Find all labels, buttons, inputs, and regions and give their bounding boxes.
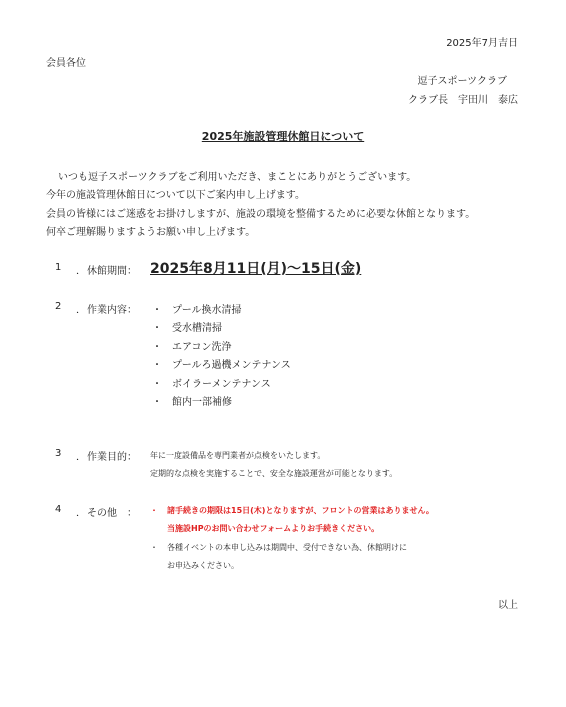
section-label: 作業内容： xyxy=(87,305,137,316)
work-item: 受水槽清掃 xyxy=(172,323,222,334)
work-item: プールろ過機メンテナンス xyxy=(172,360,291,371)
sender: クラブ長 宇田川 泰広 xyxy=(408,95,518,106)
bullet: ・ xyxy=(152,397,162,408)
bullet: ・ xyxy=(150,506,158,515)
section-number: 3 xyxy=(55,448,62,459)
section-dot: ． xyxy=(76,452,86,463)
bullet: ・ xyxy=(152,379,162,390)
important-notice: 当施設HPのお問い合わせフォームよりお手続きください。 xyxy=(167,524,380,533)
purpose-line: 定期的な点検を実施することで、安全な施設運営が可能となります。 xyxy=(150,469,398,478)
event-note: 各種イベントの本申し込みは期間中、受付できない為、休館明けに xyxy=(167,543,407,552)
intro-line: 会員の皆様にはご迷惑をお掛けしますが、施設の環境を整備するために必要な休館となります。 xyxy=(46,209,476,220)
event-note: お申込みください。 xyxy=(167,561,239,570)
intro-line: 何卒ご理解賜りますようお願い申し上げます。 xyxy=(46,227,256,238)
section-label: その他 ： xyxy=(87,508,137,519)
bullet: ・ xyxy=(152,323,162,334)
bullet: ・ xyxy=(152,305,162,316)
addressee: 会員各位 xyxy=(46,58,86,69)
work-item: 館内一部補修 xyxy=(172,397,232,408)
bullet: ・ xyxy=(150,543,158,552)
section-number: 2 xyxy=(55,301,62,312)
section-dot: ． xyxy=(76,508,86,519)
date: 2025年7月吉日 xyxy=(446,38,518,49)
section-label: 休館期間： xyxy=(87,266,137,277)
club-name: 逗子スポーツクラブ xyxy=(417,76,507,87)
closing: 以上 xyxy=(498,600,518,611)
work-item: プール換水清掃 xyxy=(172,305,242,316)
section-dot: ． xyxy=(76,266,86,277)
section-number: 4 xyxy=(55,504,62,515)
work-item: エアコン洗浄 xyxy=(172,342,232,353)
section-number: 1 xyxy=(55,262,62,273)
intro-line: いつも逗子スポーツクラブをご利用いただき、まことにありがとうございます。 xyxy=(58,172,417,183)
section-dot: ． xyxy=(76,305,86,316)
intro-line: 今年の施設管理休館日について以下ご案内申し上げます。 xyxy=(46,190,305,201)
section-label: 作業目的： xyxy=(87,452,137,463)
bullet: ・ xyxy=(152,360,162,371)
document-title: 2025年施設管理休館日について xyxy=(201,130,365,143)
work-item: ボイラーメンテナンス xyxy=(172,379,271,390)
purpose-line: 年に一度設備品を専門業者が点検をいたします。 xyxy=(150,451,326,460)
bullet: ・ xyxy=(152,342,162,353)
closure-period: 2025年8月11日(月)～15日(金) xyxy=(150,261,362,277)
important-notice: 諸手続きの期限は15日(木)となりますが、フロントの営業はありません。 xyxy=(167,506,434,515)
